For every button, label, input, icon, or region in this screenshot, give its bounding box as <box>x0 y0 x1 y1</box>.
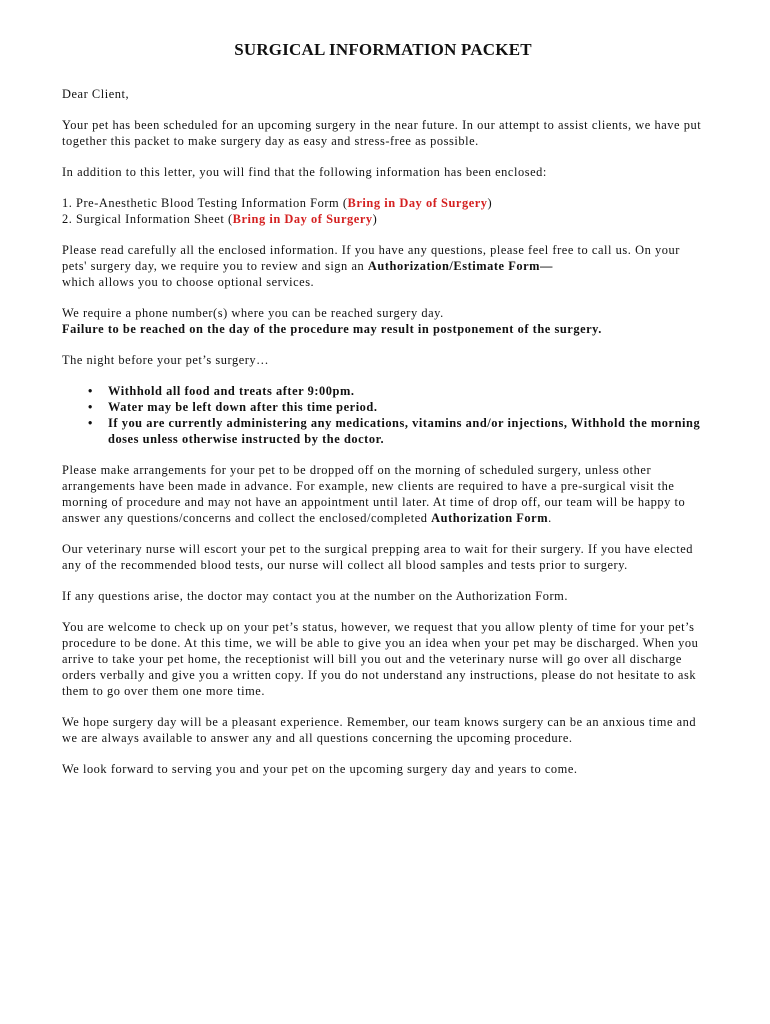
questions-paragraph: If any questions arise, the doctor may contact you at the number on the Authorization Form. <box>62 589 568 603</box>
document-page <box>62 40 704 777</box>
phone-line: We require a phone number(s) where you can be reached surgery day. <box>62 306 444 320</box>
phone-warning-text: Failure to be reached on the day of the procedure may result in postponement of the surgery. <box>62 322 602 336</box>
bullet-icon: • <box>88 384 93 398</box>
authorization-estimate-form-label: Authorization/Estimate Form— <box>367 259 553 273</box>
nurse-paragraph: Our veterinary nurse will escort your pet to the surgical prepping area to wait for their surgery. If you have elected any of the recommended blood tests, our nurse will collect all blood samples and tests prior to surgery. <box>62 542 693 572</box>
enclosed-item-2 <box>62 211 704 227</box>
read-paragraph-tail: which allows you to choose optional services. <box>62 275 315 289</box>
enclosed-item-2-end: ) <box>372 212 378 226</box>
closing-paragraph: We look forward to serving you and your pet on the upcoming surgery day and years to come. <box>62 762 578 776</box>
list-item-text: Water may be left down after this time period. <box>108 400 378 414</box>
list-item-text: If you are currently administering any medications, vitamins and/or injections, Withhold the morning doses unless otherwise instructed by the doctor. <box>108 416 701 446</box>
arrangements-paragraph-lead: Please make arrangements for your pet to be dropped off on the morning of scheduled surgery, unless other arrangements have been made in advance. For example, new clients are required to have a pre-surgical visit the morning of procedure and may not have an appointment until later. At time of drop off, our team will be happy to answer any questions/concerns and collect the enclosed/completed <box>62 463 686 525</box>
phone-warning <box>62 321 704 337</box>
greeting: Dear Client, <box>62 87 130 101</box>
arrangements-paragraph-tail: . <box>548 511 552 525</box>
intro-paragraph: Your pet has been scheduled for an upcoming surgery in the near future. In our attempt to assist clients, we have put together this packet to make surgery day as easy and stress-free as possible. <box>62 118 702 148</box>
enclosed-item-1 <box>62 195 704 211</box>
list-item <box>88 383 704 399</box>
hope-paragraph: We hope surgery day will be a pleasant experience. Remember, our team knows surgery can be an anxious time and we are always available to answer any and all questions concerning the upcoming procedure. <box>62 715 697 745</box>
enclosed-item-2-text: 2. Surgical Information Sheet ( <box>62 212 233 226</box>
status-paragraph: You are welcome to check up on your pet’s status, however, we request that you allow plenty of time for your pet’s procedure to be done. At this time, we will be able to give you an idea when your pet may be discharged. When you arrive to take your pet home, the receptionist will bill you out and the veterinary nurse will go over all discharge orders verbally and give you a written copy. If you do not understand any instructions, please do not hesitate to ask them to go over them one more time. <box>62 620 699 698</box>
night-before-heading: The night before your pet’s surgery… <box>62 353 270 367</box>
enclosed-item-1-text: 1. Pre-Anesthetic Blood Testing Information Form ( <box>62 196 348 210</box>
enclosed-item-1-end: ) <box>487 196 493 210</box>
enclosed-item-1-note: Bring in Day of Surgery <box>347 196 488 210</box>
list-item <box>88 415 704 447</box>
instructions-list <box>62 383 704 447</box>
enclosed-item-2-note: Bring in Day of Surgery <box>232 212 373 226</box>
bullet-icon: • <box>88 416 93 430</box>
authorization-form-label: Authorization Form <box>431 511 549 525</box>
read-paragraph <box>62 242 704 290</box>
page-title: SURGICAL INFORMATION PACKET <box>234 40 532 59</box>
bullet-icon: • <box>88 400 93 414</box>
list-item-text: Withhold all food and treats after 9:00pm. <box>108 384 355 398</box>
read-paragraph-lead: Please read carefully all the enclosed information. If you have any questions, please feel free to call us. On your pets' surgery day, we require you to review and sign an <box>62 243 680 273</box>
arrangements-paragraph <box>62 462 704 526</box>
list-item <box>88 399 704 415</box>
enclosed-intro: In addition to this letter, you will find that the following information has been enclosed: <box>62 165 547 179</box>
